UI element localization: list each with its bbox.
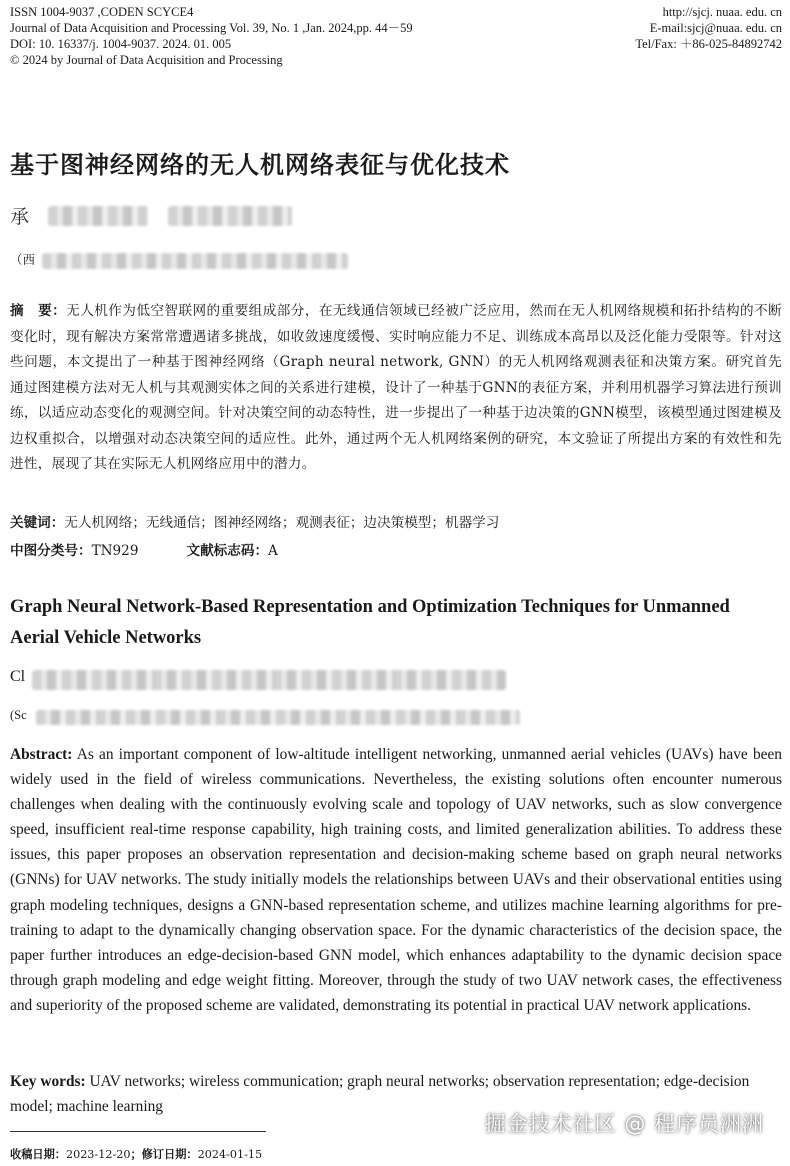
title-en: Graph Neural Network-Based Representation and Optimization Techniques for Unmanned Aerial Vehicle Networks (10, 597, 730, 648)
classification-cn (10, 539, 278, 559)
journal-url: http://sjcj. nuaa. edu. cn (662, 5, 782, 19)
keywords-en-label: Key words: (10, 1073, 86, 1090)
revised-date: 2024-01-15 (197, 1148, 263, 1161)
clc-label: 中图分类号： (10, 543, 92, 559)
abstract-en-label: Abstract: (10, 746, 73, 763)
journal-email: E-mail:sjcj@nuaa. edu. cn (649, 21, 782, 35)
affiliation-cn (10, 248, 350, 272)
redacted-authors-en (32, 670, 506, 690)
affiliation-en (10, 706, 522, 728)
authors-en-visible: Cl (10, 668, 26, 685)
received-date: 2023-12-20 (65, 1148, 131, 1161)
journal-line: Journal of Data Acquisition and Processing Vol. 39, No. 1 ,Jan. 2024,pp. 44－59 (10, 21, 413, 35)
abstract-cn-text: 无人机作为低空智联网的重要组成部分，在无线通信领域已经被广泛应用，然而在无人机网络规模和拓扑结构的不断变化时，现有解决方案常常遭遇诸多挑战，如收敛速度缓慢、实时响应能力不足、训练成本高昂以及泛化能力受限等。针对这些问题，本文提出了一种基于图神经网络（Graph neural network, GNN）的无人机网络观测表征和决策方案。研究首先通过图建模方法对无人机与其观测实体之间的关系进行建模，设计了一种基于GNN的表征方案，并利用机器学习算法进行预训练，以适应动态变化的观测空间。针对决策空间的动态特性，进一步提出了一种基于边决策的GNN模型，该模型通过图建模及边权重拟合，以增强对动态决策空间的适应性。此外，通过两个无人机网络案例的研究，本文验证了所提出方案的有效性和先进性，展现了其在实际无人机网络应用中的潜力。 (10, 303, 782, 472)
header-right (522, 4, 782, 52)
header-left (10, 4, 530, 68)
footnote-dates (10, 1146, 262, 1162)
abstract-cn (10, 299, 782, 478)
affiliation-cn-visible: （西 (10, 252, 36, 267)
doi-line: DOI: 10. 16337/j. 1004-9037. 2024. 01. 005 (10, 37, 232, 51)
title-cn: 基于图神经网络的无人机网络表征与优化技术 (10, 151, 510, 179)
affiliation-en-visible: (Sc (10, 708, 27, 722)
journal-telfax: Tel/Fax: ＋86-025-84892742 (635, 37, 782, 51)
keywords-cn-text: 无人机网络；无线通信；图神经网络；观测表征；边决策模型；机器学习 (64, 515, 500, 531)
redacted-authors-cn-2 (168, 206, 292, 226)
doc-code-value: A (268, 543, 278, 559)
revised-label: ；修订日期： (130, 1148, 198, 1161)
doc-code-label: 文献标志码： (186, 543, 269, 559)
footnote-divider (10, 1131, 266, 1132)
authors-cn (10, 200, 300, 232)
redacted-affiliation-cn (42, 253, 348, 269)
received-label: 收稿日期： (10, 1148, 66, 1161)
abstract-cn-label: 摘 要： (10, 303, 67, 319)
copyright-line: © 2024 by Journal of Data Acquisition and Processing (10, 53, 283, 67)
abstract-en-text: As an important component of low-altitude intelligent networking, unmanned aerial vehicles (UAVs) have been widely used in the field of wireless communications. Nevertheless, the existing solutions often encounter numerous challenges when dealing with the continuously evolving scale and topology of UAV networks, such as slow convergence speed, insufficient real-time response capability, high training costs, and limited generalization abilities. To address these issues, this paper proposes an observation representation and decision-making scheme based on graph neural networks (GNNs) for UAV networks. The study initially models the relationships between UAVs and their observational entities using graph modeling techniques, designs a GNN-based representation scheme, and utilizes machine learning algorithms for pre-training to adapt to the dynamically changing observation space. For the dynamic characteristics of the decision space, the paper further introduces an edge-decision-based GNN model, which enhances adaptability to the dynamic decision space through graph modeling and edge weight fitting. Moreover, through the study of two UAV network cases, the effectiveness and superiority of the proposed scheme are validated, demonstrating its potential in practical UAV network applications. (10, 746, 783, 1014)
redacted-authors-cn (48, 206, 148, 226)
keywords-cn (10, 511, 499, 531)
authors-en (10, 664, 510, 694)
clc-value: TN929 (91, 543, 139, 559)
keywords-en-text: UAV networks; wireless communication; graph neural networks; observation representation; edge-decision model; machine learning (10, 1073, 750, 1116)
abstract-en (10, 742, 782, 1018)
redacted-affiliation-en (36, 710, 520, 725)
keywords-cn-label: 关键词： (10, 515, 65, 531)
authors-cn-visible: 承 (10, 206, 30, 228)
issn-line: ISSN 1004-9037 ,CODEN SCYCE4 (10, 5, 194, 19)
watermark: 掘金技术社区 @ 程序员洲洲 (484, 1112, 764, 1136)
